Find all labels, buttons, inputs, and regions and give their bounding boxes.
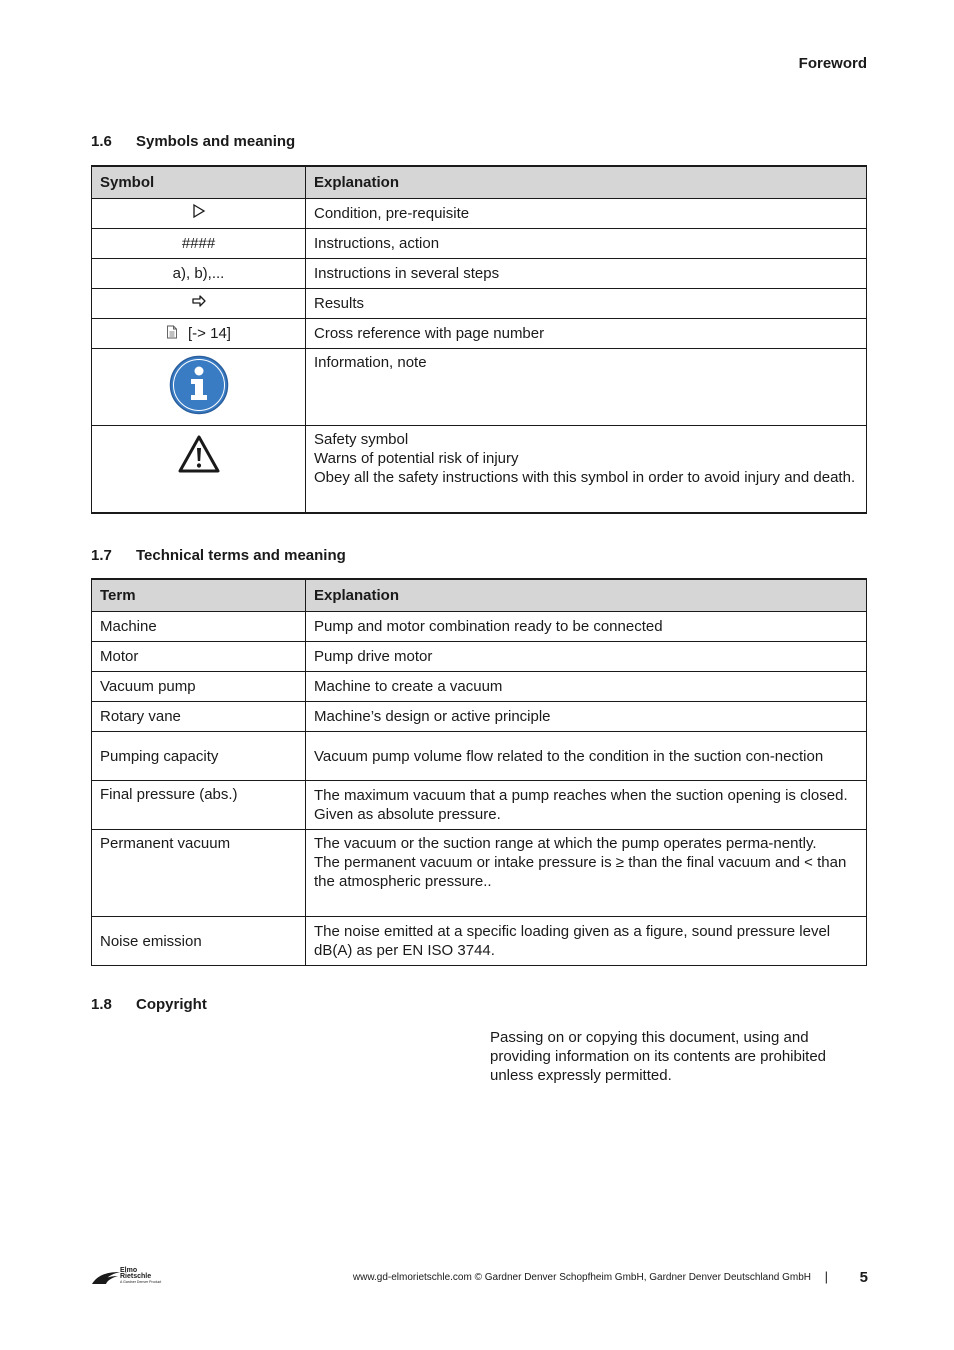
symbol-cell [92,319,306,349]
table-row [92,830,867,917]
explanation-line: The permanent vacuum or intake pressure is ≥ than the final vacuum and < than the atmospheric pressure.. [314,854,847,890]
column-header-explanation: Explanation [306,166,867,199]
column-header-explanation: Explanation [306,579,867,612]
terms-table [91,578,867,966]
term-cell: Final pressure (abs.) [92,781,306,830]
table-row [92,642,867,672]
table-row [92,229,867,259]
explanation-line: The vacuum or the suction range at which the pump operates perma-nently. [314,835,817,852]
table-row [92,259,867,289]
table-row [92,319,867,349]
running-header: Foreword [798,55,867,72]
warning-triangle-icon [177,434,221,474]
section-title-copyright [91,996,207,1013]
table-row [92,732,867,781]
footer-separator: | [824,1269,828,1284]
table-row [92,672,867,702]
term-cell: Noise emission [92,917,306,966]
term-cell: Permanent vacuum [92,830,306,917]
info-icon [169,355,229,415]
section-title-symbols [91,133,295,150]
term-cell: Vacuum pump [92,672,306,702]
copyright-paragraph [490,1028,870,1085]
term-cell: Motor [92,642,306,672]
explanation-cell: Condition, pre-requisite [306,199,867,229]
column-header-term: Term [92,579,306,612]
table-row [92,426,867,513]
explanation-line: Safety symbol [314,431,409,448]
explanation-cell: Results [306,289,867,319]
symbol-cell: #### [92,229,306,259]
table-row [92,289,867,319]
table-header-row [92,166,867,199]
table-row [92,199,867,229]
explanation-cell: Vacuum pump volume flow related to the condition in the suction con-nection [306,732,867,781]
table-row [92,917,867,966]
term-cell: Pumping capacity [92,732,306,781]
table-row [92,702,867,732]
explanation-cell: The maximum vacuum that a pump reaches when the suction opening is closed. Given as absolute pressure. [306,781,867,830]
logo-line: Rietschle [120,1273,152,1280]
explanation-cell: Information, note [306,349,867,426]
explanation-cell: The noise emitted at a specific loading given as a figure, sound pressure level dB(A) as per EN ISO 3744. [306,917,867,966]
logo-line: Elmo [120,1267,138,1274]
explanation-cell [306,830,867,917]
column-header-symbol: Symbol [92,166,306,199]
section-number: 1.8 [91,996,112,1013]
document-icon [166,325,178,339]
explanation-cell: Cross reference with page number [306,319,867,349]
outline-triangle-right-icon [192,203,206,219]
explanation-cell: Pump drive motor [306,642,867,672]
term-cell: Rotary vane [92,702,306,732]
symbols-table [91,165,867,514]
outline-arrow-right-icon [191,294,207,308]
symbol-cell [92,199,306,229]
explanation-cell [306,426,867,513]
table-row [92,612,867,642]
table-header-row [92,579,867,612]
logo-tagline: A Gardner Denver Product [120,1280,162,1284]
explanation-cell: Machine to create a vacuum [306,672,867,702]
explanation-cell: Pump and motor combination ready to be connected [306,612,867,642]
explanation-line: Obey all the safety instructions with this symbol in order to avoid injury and death. [314,469,856,486]
footer-copyright: © Gardner Denver Schopfheim GmbH, Gardner Denver Deutschland GmbH [474,1272,811,1283]
symbol-cell: a), b),... [92,259,306,289]
symbol-cell [92,426,306,513]
explanation-cell: Instructions, action [306,229,867,259]
footer-text [353,1272,811,1283]
section-number: 1.6 [91,133,112,150]
website-link[interactable]: www.gd-elmorietschle.com [352,1272,472,1283]
section-title-terms [91,547,346,564]
section-heading: Copyright [136,996,207,1013]
paragraph-line: unless expressly permitted. [490,1067,672,1084]
paragraph-line: providing information on its contents are prohibited [490,1048,827,1065]
table-row [92,349,867,426]
symbol-cell [92,349,306,426]
table-row [92,781,867,830]
section-heading: Technical terms and meaning [136,547,346,564]
explanation-line: Warns of potential risk of injury [314,450,519,467]
cross-reference-label: [-> 14] [188,325,231,342]
symbol-cell [92,289,306,319]
paragraph-line: Passing on or copying this document, using and [490,1029,809,1046]
term-cell: Machine [92,612,306,642]
section-heading: Symbols and meaning [136,133,296,150]
page-number: 5 [859,1269,868,1286]
explanation-cell: Machine’s design or active principle [306,702,867,732]
logo-swoosh-icon [91,1270,121,1286]
explanation-cell: Instructions in several steps [306,259,867,289]
page-footer [91,1268,868,1290]
section-number: 1.7 [91,547,112,564]
